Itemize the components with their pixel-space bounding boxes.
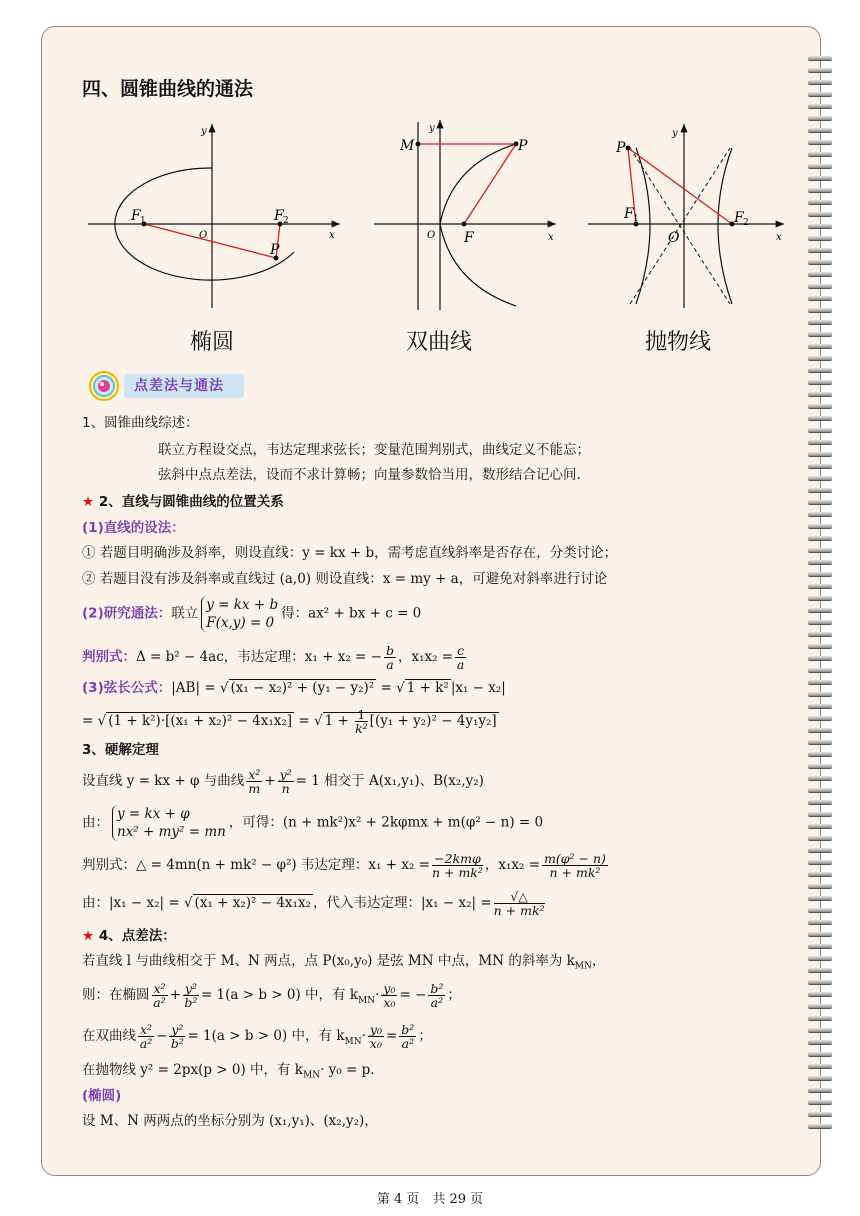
s1-heading: 1、圆锥曲线综述： xyxy=(82,415,199,431)
spiral-coil xyxy=(808,536,832,540)
spiral-coil xyxy=(808,512,832,516)
s2-chord-length-2: = √ (1 + k²)·[(x₁ + x₂)² − 4x₁x₂] = √ 1 + $\frac{1}{\text{k²}}$ [(y₁ + y₂)² − 4y₁y₂] xyxy=(82,707,497,737)
spiral-coil xyxy=(808,584,832,588)
spiral-coil xyxy=(808,992,832,996)
spiral-coil xyxy=(808,356,832,360)
page-footer: 第 4 页 共 29 页 xyxy=(376,1192,484,1207)
spiral-coil xyxy=(808,308,832,312)
spiral-coil xyxy=(808,800,832,804)
spiral-coil xyxy=(808,680,832,684)
spiral-coil xyxy=(808,776,832,780)
spiral-coil xyxy=(808,56,832,60)
s4-heading-line xyxy=(82,928,176,946)
badge-ring-icon xyxy=(88,370,128,402)
spiral-coil xyxy=(808,932,832,936)
s4-line1: 若直线 l 与曲线相交于 M、N 两点，点 P(x₀,y₀) 是弦 MN 中点，MN 的斜率为 $k_{MN}$， xyxy=(82,953,606,972)
parabola-figure xyxy=(372,114,564,310)
spiral-coil xyxy=(808,92,832,96)
spiral-coil xyxy=(808,788,832,792)
spiral-coil xyxy=(808,980,832,984)
spiral-coil xyxy=(808,884,832,888)
s2-general-method xyxy=(82,596,421,632)
spiral-coil xyxy=(808,692,832,696)
origin-label: O xyxy=(668,230,680,246)
spiral-coil xyxy=(808,272,832,276)
spiral-coil xyxy=(808,944,832,948)
spiral-coil xyxy=(808,236,832,240)
spiral-coil xyxy=(808,320,832,324)
spiral-coil xyxy=(808,200,832,204)
spiral-coil xyxy=(808,1052,832,1056)
spiral-coil xyxy=(808,1064,832,1068)
spiral-coil xyxy=(808,188,832,192)
s2-item2: ② 若题目没有涉及斜率或直线过 (a,0) 则设直线：x = my + a，可避免对斜率进行讨论 xyxy=(82,571,608,587)
spiral-coil xyxy=(808,920,832,924)
spiral-coil xyxy=(808,476,832,480)
spiral-coil xyxy=(808,596,832,600)
spiral-coil xyxy=(808,524,832,528)
spiral-coil xyxy=(808,1076,832,1080)
spiral-coil xyxy=(808,608,832,612)
origin-label: O xyxy=(199,230,208,241)
spiral-coil xyxy=(808,764,832,768)
spiral-coil xyxy=(808,1028,832,1032)
spiral-coil xyxy=(808,632,832,636)
x-axis-label: x xyxy=(329,230,335,241)
s1-line2: 弦斜中点点差法，设而不求计算畅；向量参数恰当用，数形结合记心间. xyxy=(158,467,581,483)
spiral-coil xyxy=(808,896,832,900)
spiral-coil xyxy=(808,728,832,732)
f2-sub: 2 xyxy=(743,218,749,228)
spiral-coil xyxy=(808,1004,832,1008)
s3-discriminant: 判别式：△ = 4mn(n + mk² − φ²) 韦达定理：x₁ + x₂ = $\frac{\text{−2kmφ}}{\text{n + mk²}}$ ，x₁x₂ = $\frac{\text{m(φ² − n)}}{\text{n + mk²}}$ xyxy=(82,851,606,881)
spiral-coil xyxy=(808,212,832,216)
spiral-coil xyxy=(808,704,832,708)
sub3-label: (3)弦长公式： xyxy=(82,680,172,696)
spiral-coil xyxy=(808,668,832,672)
y-axis-label: y xyxy=(672,128,678,139)
spiral-coil xyxy=(808,392,832,396)
spiral-coil xyxy=(808,572,832,576)
spiral-coil xyxy=(808,752,832,756)
s3-difference: 由：|x₁ − x₂| = √ (x₁ + x₂)² − 4x₁x₂ ，代入韦达定理：|x₁ − x₂| = $\frac{√\triangle}{\text{n + mk²}}$ xyxy=(82,889,545,919)
s4-ellipse: 则：在椭圆 $\frac{\text{x²}}{\text{a²}}$ + $\frac{\text{y²}}{\text{b²}}$ = 1(a > b > 0) 中，有 $k_{MN}\cdot$ $\frac{\text{y₀}}{\text{x₀}}$ = − $\frac{\text{b²}}{\text{a²}}$ ； xyxy=(82,981,461,1011)
f1-label: F xyxy=(624,206,634,222)
s3-system: 由： y = kx + φ nx² + my² = mn ，可得：(n + mk²)x² + 2kφmx + m(φ² − n) = 0 xyxy=(82,806,544,841)
spiral-coil xyxy=(808,404,832,408)
spiral-coil xyxy=(808,176,832,180)
spiral-coil xyxy=(808,824,832,828)
s3-heading: 3、硬解定理 xyxy=(82,742,159,758)
spiral-coil xyxy=(808,332,832,336)
spiral-coil xyxy=(808,1100,832,1104)
spiral-coil xyxy=(808,836,832,840)
s2-heading: 2、直线与圆锥曲线的位置关系 xyxy=(98,494,284,510)
s2-sub1: (1)直线的设法： xyxy=(82,520,185,536)
spiral-coil xyxy=(808,656,832,660)
s2-sub2: (2)研究通法： xyxy=(82,605,172,622)
spiral-coil xyxy=(808,140,832,144)
spiral-coil xyxy=(808,620,832,624)
spiral-coil xyxy=(808,548,832,552)
spiral-coil xyxy=(808,1040,832,1044)
spiral-coil xyxy=(808,452,832,456)
s4-ellipse-tag: (椭圆) xyxy=(82,1088,122,1104)
spiral-coil xyxy=(808,560,832,564)
quadratic: 得：ax² + bx + c = 0 xyxy=(281,605,422,622)
ellipse-figure xyxy=(84,118,346,310)
spiral-coil xyxy=(808,716,832,720)
spiral-coil xyxy=(808,248,832,252)
spiral-coil xyxy=(808,1016,832,1020)
f2-label: F xyxy=(734,210,744,226)
spiral-coil xyxy=(808,344,832,348)
spiral-coil xyxy=(808,380,832,384)
spiral-coil xyxy=(808,260,832,264)
star-icon: ★ xyxy=(82,494,95,510)
hyperbola-caption: 抛物线 xyxy=(645,330,712,355)
x-axis-label: x xyxy=(548,232,554,243)
pan-label: 判别式： xyxy=(82,649,136,666)
parabola-caption: 双曲线 xyxy=(406,330,473,355)
spiral-coil xyxy=(808,284,832,288)
spiral-coil xyxy=(808,968,832,972)
s2-heading-line xyxy=(82,494,284,512)
spiral-coil xyxy=(808,848,832,852)
f-label: F xyxy=(464,230,474,246)
s4-line5: 设 M、N 两两点的坐标分别为 (x₁,y₁)、(x₂,y₂)， xyxy=(82,1113,378,1129)
section-title: 四、圆锥曲线的通法 xyxy=(82,78,254,100)
spiral-coil xyxy=(808,908,832,912)
x-axis-label: x xyxy=(776,232,782,243)
spiral-coil xyxy=(808,152,832,156)
ellipse-caption: 椭圆 xyxy=(190,330,235,355)
spiral-binding xyxy=(808,56,832,1136)
f1-sub: 1 xyxy=(633,214,639,224)
spiral-coil xyxy=(808,104,832,108)
spiral-coil xyxy=(808,296,832,300)
spiral-coil xyxy=(808,80,832,84)
spiral-coil xyxy=(808,740,832,744)
spiral-coil xyxy=(808,1112,832,1116)
m-label: M xyxy=(400,138,415,154)
hyperbola-figure xyxy=(586,118,792,310)
f2-sub: 2 xyxy=(283,216,289,226)
spiral-coil xyxy=(808,1124,832,1128)
origin-label: O xyxy=(427,230,436,241)
spiral-coil xyxy=(808,464,832,468)
s2-chord-length: (3)弦长公式：|AB| = √ (x₁ − x₂)² + (y₁ − y₂)² = √ 1 + k² |x₁ − x₂| xyxy=(82,680,506,696)
spiral-coil xyxy=(808,128,832,132)
p-label: P xyxy=(616,140,626,156)
spiral-coil xyxy=(808,872,832,876)
spiral-coil xyxy=(808,428,832,432)
spiral-coil xyxy=(808,500,832,504)
p-label: P xyxy=(518,138,528,154)
spiral-coil xyxy=(808,812,832,816)
spiral-coil xyxy=(808,116,832,120)
equation-system: y = kx + b F(x,y) = 0 xyxy=(201,596,278,632)
spiral-coil xyxy=(808,68,832,72)
p-label: P xyxy=(270,242,280,258)
badge-label: 点差法与通法 xyxy=(134,378,224,394)
f2-label: F xyxy=(274,208,284,224)
s3-line1: 设直线 y = kx + φ 与曲线 $\frac{\text{x²}}{m}$ + $\frac{\text{y²}}{n}$ = 1 相交于 A(x₁,y₁)、B(x₂,y₂) xyxy=(82,767,484,797)
spiral-coil xyxy=(808,368,832,372)
section-badge xyxy=(88,370,248,402)
spiral-coil xyxy=(808,164,832,168)
s1-line1: 联立方程设交点，韦达定理求弦长；变量范围判别式，曲线定义不能忘； xyxy=(158,442,590,458)
s2-discriminant: 判别式：Δ = b² − 4ac，韦达定理：x₁ + x₂ = − $\frac{b}{a}$ ，x₁x₂ = $\frac{c}{a}$ xyxy=(82,643,465,673)
star-icon: ★ xyxy=(82,928,95,944)
y-axis-label: y xyxy=(429,123,435,134)
spiral-coil xyxy=(808,224,832,228)
s2-item1: ① 若题目明确涉及斜率，则设直线：y = kx + b，需考虑直线斜率是否存在，分类讨论； xyxy=(82,545,618,561)
s4-parabola: 在抛物线 y² = 2px(p > 0) 中，有 $k_{MN}\cdot y_0 = p$. xyxy=(82,1062,375,1081)
spiral-coil xyxy=(808,488,832,492)
lianli: 联立 xyxy=(171,605,199,622)
spiral-coil xyxy=(808,644,832,648)
spiral-coil xyxy=(808,440,832,444)
y-axis-label: y xyxy=(201,126,207,137)
s4-heading: 4、点差法： xyxy=(98,928,176,944)
s4-hyperbola: 在双曲线 $\frac{\text{x²}}{\text{a²}}$ − $\frac{\text{y²}}{\text{b²}}$ = 1(a > b > 0) 中，有 $k_{MN}\cdot$ $\frac{\text{y₀}}{\text{x₀}}$ = $\frac{\text{b²}}{\text{a²}}$ ； xyxy=(82,1022,432,1052)
spiral-coil xyxy=(808,1088,832,1092)
f1-sub: 1 xyxy=(140,216,146,226)
f1-label: F xyxy=(131,208,141,224)
spiral-coil xyxy=(808,416,832,420)
spiral-coil xyxy=(808,956,832,960)
spiral-coil xyxy=(808,860,832,864)
